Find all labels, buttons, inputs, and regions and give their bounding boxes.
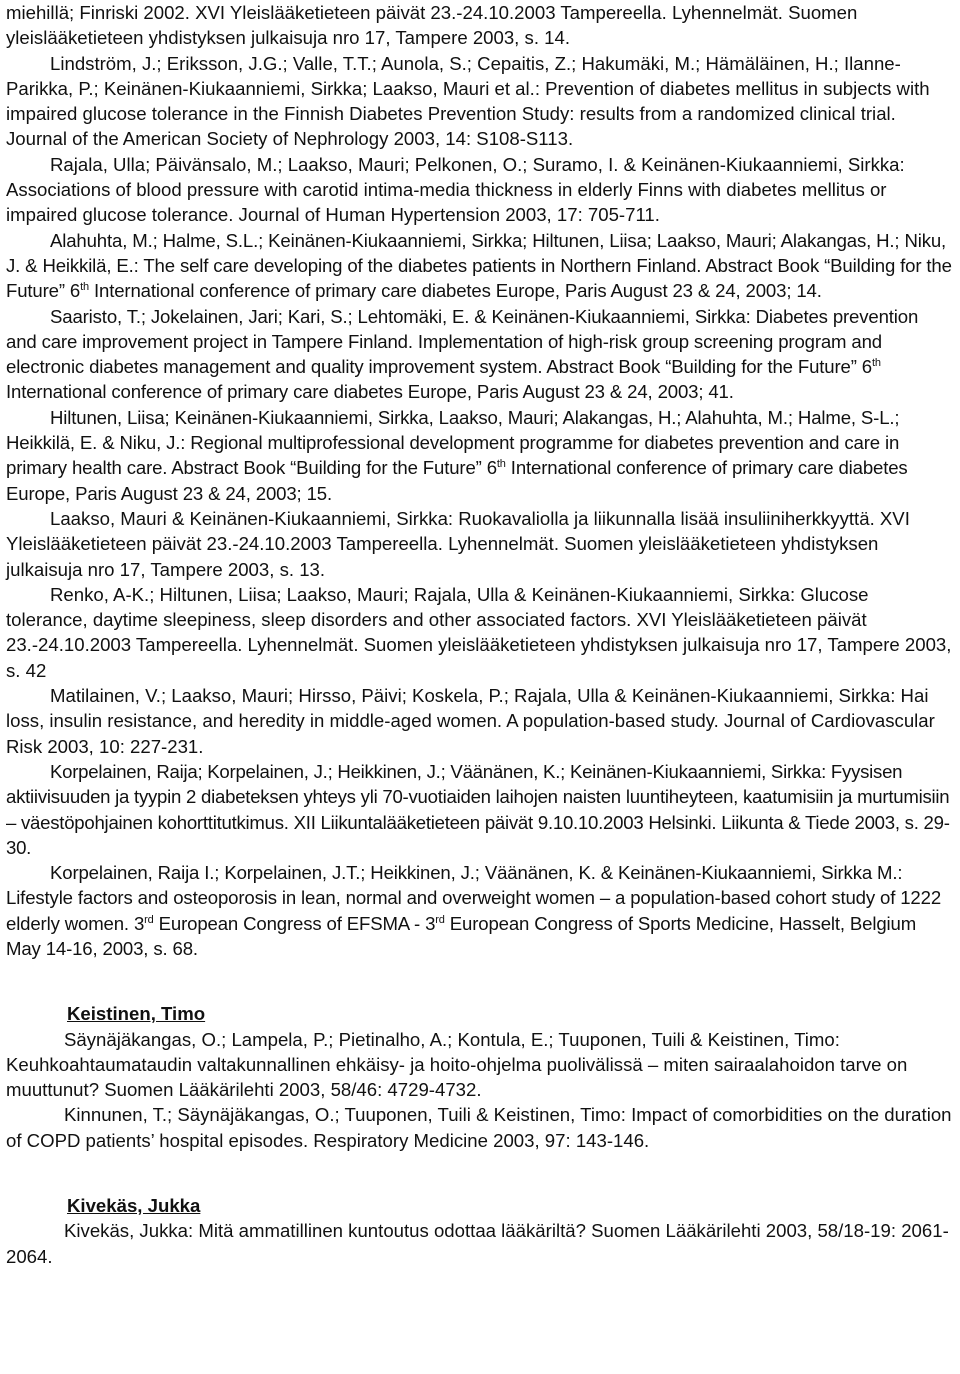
reference-entry [6,405,952,506]
author-section [6,1027,952,1153]
superscript: th [871,356,881,369]
reference-entry: Laakso, Mauri & Keinänen-Kiukaanniemi, Sirkka: Ruokavaliolla ja liikunnalla lisää insuliiniherkkyyttä. XVI Yleislääketieteen päivät 23.-24.10.2003 Tampereella. Lyhennelmät. Suomen yleislääketieteen yhdistyksen julkaisuja nro 17, Tampere 2003, s. 13. [6,507,910,580]
reference-text: Alahuhta, M.; Halme, S.L.; Keinänen-Kiukaanniemi, Sirkka; Hiltunen, Liisa; Laakso, Mauri; Alakangas, H.; Niku, J. & Heikkilä, E.: The self care developing of the diabetes patients in Northern Finland. Abstract Book “Building for the Future” 6 [6,229,952,302]
reference-entry: Rajala, Ulla; Päivänsalo, M.; Laakso, Mauri; Pelkonen, O.; Suramo, I. & Keinänen-Kiukaanniemi, Sirkka: Associations of blood pressure with carotid intima-media thickness in elderly Finns with diabetes mellitus or impaired glucose tolerance. Journal of Human Hypertension 2003, 17: 705-711. [6,153,905,226]
author-section [6,1218,952,1269]
reference-entry: Kivekäs, Jukka: Mitä ammatillinen kuntoutus odottaa lääkäriltä? Suomen Lääkärilehti 2003, 58/18-19: 2061-2064. [6,1220,949,1267]
author-heading: Keistinen, Timo [67,1003,206,1025]
reference-entry: Lindström, J.; Eriksson, J.G.; Valle, T.T.; Aunola, S.; Cepaitis, Z.; Hakumäki, M.; Hämäläinen, H.; Ilanne-Parikka, P.; Keinänen-Kiukaanniemi, Sirkka; Laakso, Mauri et al.: Prevention of diabetes mellitus in subjects with impaired glucose tolerance in the Finnish Diabetes Prevention Study: results from a randomized clinical trial. Journal of the American Society of Nephrology 2003, 14: S108-S113. [6,52,930,150]
reference-text: Korpelainen, Raija I.; Korpelainen, J.T.; Heikkinen, J.; Väänänen, K. & Keinänen-Kiukaanniemi, Sirkka M.: Lifestyle factors and osteoporosis in lean, normal and overweight women – a population-based cohort study of 1222 elderly women. 3 [6,862,942,934]
reference-entry: miehillä; Finriski 2002. XVI Yleislääketieteen päivät 23.-24.10.2003 Tampereella. Lyhennelmät. Suomen yleislääketieteen yhdistyksen julkaisuja nro 17, Tampere 2003, s. 14. [6,2,858,49]
reference-entry [6,860,952,961]
document-page [6,0,952,1269]
reference-entry: Säynäjäkangas, O.; Lampela, P.; Pietinalho, A.; Kontula, E.; Tuuponen, Tuili & Keistinen, Timo: Keuhkoahtaumataudin valtakunnallinen ehkäisy- ja hoito-ohjelma puolivälissä – miten sairaalahoidon tarve on muuttunut? Suomen Lääkärilehti 2003, 58/46: 4729-4732. [6,1028,908,1101]
reference-text: International conference of primary care diabetes Europe, Paris August 23 & 24, 2003; 41. [6,381,734,403]
reference-entry [6,304,952,405]
superscript: th [496,458,506,471]
superscript: rd [144,913,154,926]
section-spacer [6,1153,952,1193]
reference-text: Hiltunen, Liisa; Keinänen-Kiukaanniemi, Sirkka, Laakso, Mauri; Alakangas, H.; Alahuhta, M.; Halme, S-L.; Heikkilä, E. & Niku, J.: Regional multiprofessional development programme for diabetes prevention and care in primary health care. Abstract Book “Building for the Future” 6 [6,406,900,479]
reference-text: European Congress of Sports Medicine, Hasselt, Belgium May 14-16, 2003, s. 68. [6,912,917,959]
section-spacer [6,961,952,1001]
author-heading: Kivekäs, Jukka [67,1195,201,1217]
reference-entry: Renko, A-K.; Hiltunen, Liisa; Laakso, Mauri; Rajala, Ulla & Keinänen-Kiukaanniemi, Sirkka: Glucose tolerance, daytime sleepiness, sleep disorders and other associated factors. XVI Yleislääketieteen päivät 23.-24.10.2003 Tampereella. Lyhennelmät. Suomen yleislääketieteen yhdistyksen julkaisuja nro 17, Tampere 2003, s. 42 [6,583,952,681]
reference-text: Saaristo, T.; Jokelainen, Jari; Kari, S.; Lehtomäki, E. & Keinänen-Kiukaanniemi, Sirkka: Diabetes prevention and care improvement project in Tampere Finland. Implementation of high-risk group screening program and electronic diabetes management and quality improvement system. Abstract Book “Building for the Future” 6 [6,305,919,378]
reference-text: International conference of primary care diabetes Europe, Paris August 23 & 24, 2003; 15. [6,457,908,504]
reference-entry [6,228,952,304]
reference-entry: Korpelainen, Raija; Korpelainen, J.; Heikkinen, J.; Väänänen, K.; Keinänen-Kiukaanniemi, Sirkka: Fyysisen aktiivisuuden ja tyypin 2 diabeteksen yhteys yli 70-vuotiaiden laihojen naisten luuntiheyteen, kaatumisiin ja murtumisiin – väestöpohjainen kohorttitutkimus. XII Liikuntalääketieteen päivät 9.10.10.2003 Helsinki. Liikunta & Tiede 2003, s. 29-30. [6,760,950,858]
superscript: th [80,281,89,294]
reference-entry: Matilainen, V.; Laakso, Mauri; Hirsso, Päivi; Koskela, P.; Rajala, Ulla & Keinänen-Kiukaanniemi, Sirkka: Hai loss, insulin resistance, and heredity in middle-aged women. A population-based study. Journal of Cardiovascular Risk 2003, 10: 227-231. [6,685,935,757]
reference-text: International conference of primary care diabetes Europe, Paris August 23 & 24, 2003; 14. [88,280,822,302]
superscript: rd [435,913,445,926]
reference-text: European Congress of EFSMA - 3 [153,912,436,934]
reference-entry: Kinnunen, T.; Säynäjäkangas, O.; Tuuponen, Tuili & Keistinen, Timo: Impact of comorbidities on the duration of COPD patients’ hospital episodes. Respiratory Medicine 2003, 97: 143-146. [6,1104,952,1151]
